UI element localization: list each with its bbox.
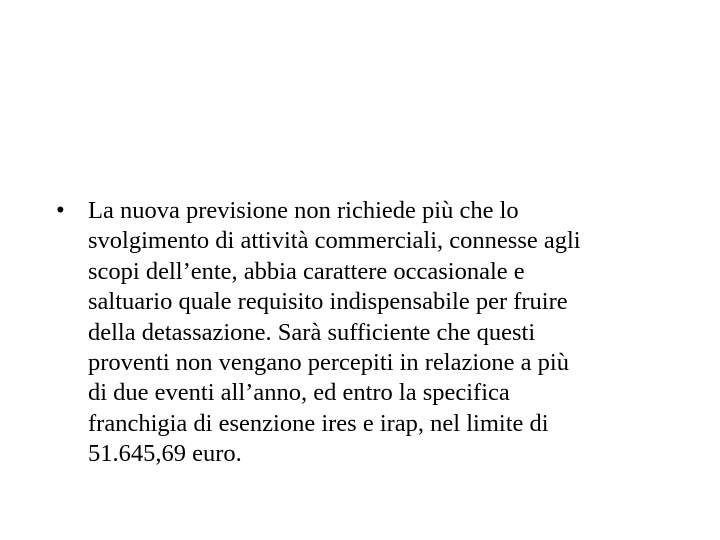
text-line: di due eventi all’anno, ed entro la specifica — [88, 379, 510, 407]
bullet-point — [56, 196, 676, 470]
text-line: saltuario quale requisito indispensabile per fruire — [88, 288, 568, 316]
text-line: La nuova previsione non richiede più che lo — [88, 197, 519, 224]
text-line: franchigia di esenzione ires e irap, nel limite di — [88, 409, 549, 437]
bullet-text — [88, 196, 581, 470]
text-line: della detassazione. Sarà sufficiente che questi — [88, 318, 536, 346]
text-line: svolgimento di attività commerciali, connesse agli — [88, 227, 581, 255]
text-line: 51.645,69 euro. — [88, 440, 242, 468]
text-line: proventi non vengano percepiti in relazione a più — [88, 349, 569, 377]
bullet-icon: • — [56, 197, 65, 224]
text-line: scopi dell’ente, abbia carattere occasionale e — [88, 257, 525, 285]
